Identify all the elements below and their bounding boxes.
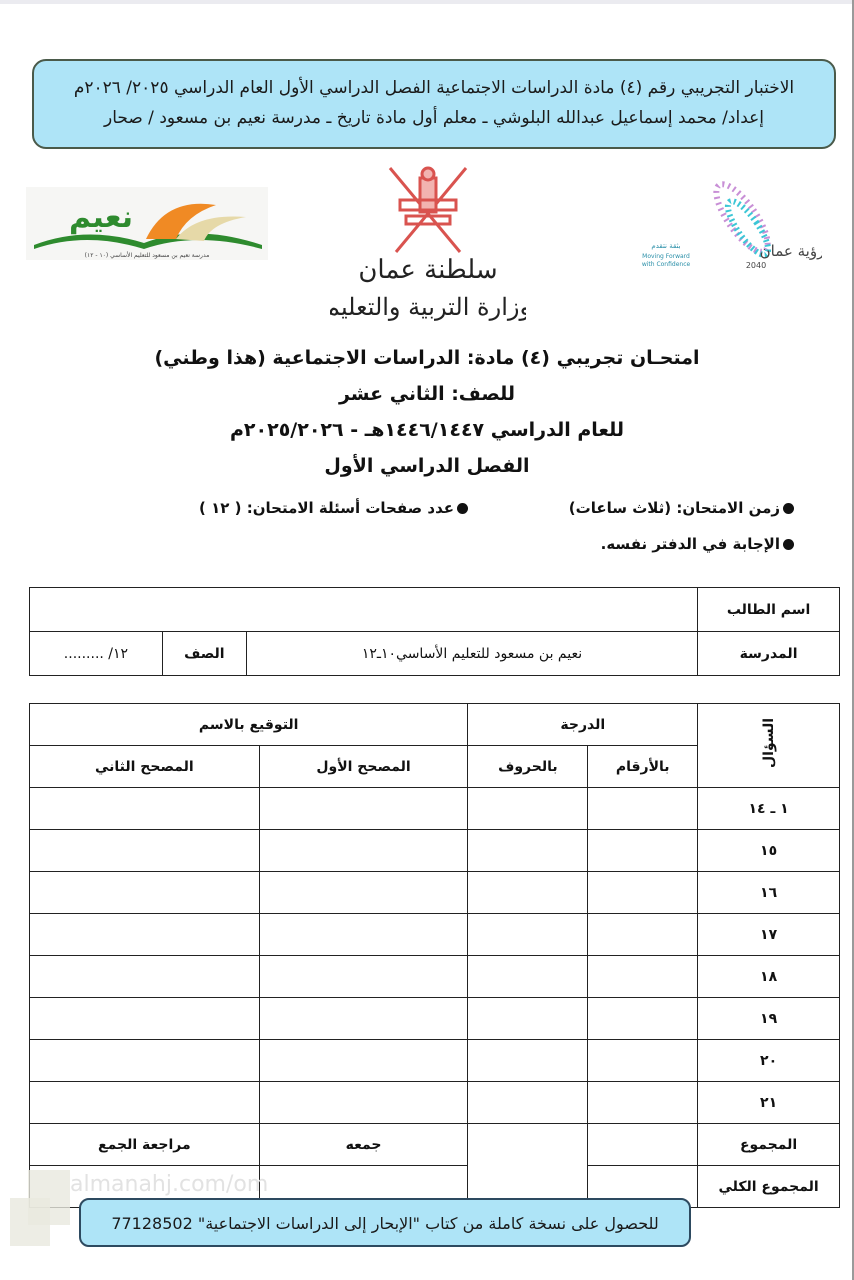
table-row xyxy=(30,914,840,956)
first-corrector-cell[interactable] xyxy=(259,872,468,914)
grade-letters-header: بالحروف xyxy=(468,746,588,788)
svg-text:مدرسة نعيم بن مسعود للتعليم ال: مدرسة نعيم بن مسعود للتعليم الأساسي (١٠ - ١٢) xyxy=(84,252,210,259)
sum-review-label: مراجعة الجمع xyxy=(30,1124,260,1166)
question-number: ٢٠ xyxy=(698,1040,840,1082)
naeem-school-logo xyxy=(26,187,268,260)
first-corrector-header: المصحح الأول xyxy=(259,746,468,788)
second-corrector-cell[interactable] xyxy=(30,1040,260,1082)
grade-digits-cell[interactable] xyxy=(588,830,698,872)
total-row xyxy=(30,1124,840,1166)
grade-header: الدرجة xyxy=(468,704,698,746)
grade-digits-header: بالأرقام xyxy=(588,746,698,788)
total-letters-cell[interactable] xyxy=(468,1124,588,1208)
school-value: نعيم بن مسعود للتعليم الأساسي١٠ـ١٢ xyxy=(246,632,697,676)
ministry-emblem-logo xyxy=(330,160,526,338)
second-corrector-header: المصحح الثاني xyxy=(30,746,260,788)
svg-text:2040: 2040 xyxy=(745,261,767,270)
grade-digits-cell[interactable] xyxy=(588,788,698,830)
table-row xyxy=(30,1082,840,1124)
grade-letters-cell[interactable] xyxy=(468,830,588,872)
exam-title: امتحـان تجريبي (٤) مادة: الدراسات الاجتماعية (هذا وطني) xyxy=(154,347,700,369)
bullet-icon xyxy=(783,503,794,514)
grade-digits-cell[interactable] xyxy=(588,914,698,956)
signature-header: التوقيع بالاسم xyxy=(30,704,468,746)
svg-text:Moving Forward: Moving Forward xyxy=(642,253,690,260)
grades-table xyxy=(29,703,840,1208)
question-number: ١٨ xyxy=(698,956,840,998)
grand-total-label: المجموع الكلي xyxy=(698,1166,840,1208)
exam-year: للعام الدراسي ١٤٤٦/١٤٤٧هـ - ٢٠٢٥/٢٠٢٦م xyxy=(229,419,625,441)
top-band xyxy=(0,0,854,4)
oman-vision-2040-logo xyxy=(632,172,822,272)
class-label: الصف xyxy=(162,632,246,676)
grade-letters-cell[interactable] xyxy=(468,1040,588,1082)
second-corrector-cell[interactable] xyxy=(30,956,260,998)
grade-digits-cell[interactable] xyxy=(588,1040,698,1082)
grade-digits-cell[interactable] xyxy=(588,1082,698,1124)
footer-banner-text: للحصول على نسخة كاملة من كتاب "الإبحار إلى الدراسات الاجتماعية" 77128502 xyxy=(111,1214,659,1233)
exam-duration: زمن الامتحان: (ثلاث ساعات) xyxy=(569,499,794,517)
grade-letters-cell[interactable] xyxy=(468,788,588,830)
grade-letters-cell[interactable] xyxy=(468,872,588,914)
exam-page-count: عدد صفحات أسئلة الامتحان: ( ١٢ ) xyxy=(199,499,468,517)
question-number: ٢١ xyxy=(698,1082,840,1124)
watermark-block xyxy=(10,1198,50,1246)
svg-text:نعيم: نعيم xyxy=(69,200,133,235)
question-number: ١٦ xyxy=(698,872,840,914)
student-name-field[interactable] xyxy=(30,588,698,632)
footer-banner xyxy=(79,1198,691,1247)
grade-letters-cell[interactable] xyxy=(468,1082,588,1124)
second-corrector-cell[interactable] xyxy=(30,1082,260,1124)
header-banner-line2: إعداد/ محمد إسماعيل عبدالله البلوشي ـ معلم أول مادة تاريخ ـ مدرسة نعيم بن مسعود / صحار xyxy=(103,108,764,128)
bullet-icon xyxy=(783,539,794,550)
question-number: ١٩ xyxy=(698,998,840,1040)
first-corrector-cell[interactable] xyxy=(259,1040,468,1082)
second-corrector-cell[interactable] xyxy=(30,872,260,914)
header-banner xyxy=(32,59,836,149)
table-row xyxy=(30,788,840,830)
table-row xyxy=(30,830,840,872)
first-corrector-cell[interactable] xyxy=(259,956,468,998)
svg-text:بثقة نتقدم: بثقة نتقدم xyxy=(651,242,681,250)
first-corrector-cell[interactable] xyxy=(259,1082,468,1124)
table-row xyxy=(30,872,840,914)
svg-text:رؤية عمان: رؤية عمان xyxy=(759,242,822,260)
second-corrector-cell[interactable] xyxy=(30,830,260,872)
student-info-table xyxy=(29,587,840,676)
table-row xyxy=(30,1040,840,1082)
class-field[interactable]: ١٢/ ......... xyxy=(30,632,163,676)
second-corrector-cell[interactable] xyxy=(30,788,260,830)
second-corrector-cell[interactable] xyxy=(30,914,260,956)
grade-letters-cell[interactable] xyxy=(468,956,588,998)
exam-grade: للصف: الثاني عشر xyxy=(338,383,516,405)
summed-by-label: جمعه xyxy=(259,1124,468,1166)
total-label: المجموع xyxy=(698,1124,840,1166)
table-row xyxy=(30,956,840,998)
svg-text:سلطنة عمان: سلطنة عمان xyxy=(358,255,498,285)
question-number: ١٧ xyxy=(698,914,840,956)
answer-note: الإجابة في الدفتر نفسه. xyxy=(601,535,794,553)
second-corrector-cell[interactable] xyxy=(30,998,260,1040)
svg-text:وزارة التربية والتعليم: وزارة التربية والتعليم xyxy=(330,293,526,321)
question-number: ١ ـ ١٤ xyxy=(698,788,840,830)
first-corrector-cell[interactable] xyxy=(259,830,468,872)
grade-digits-cell[interactable] xyxy=(588,956,698,998)
student-name-row xyxy=(30,588,840,632)
bullet-icon xyxy=(457,503,468,514)
grade-digits-cell[interactable] xyxy=(588,998,698,1040)
question-number: ١٥ xyxy=(698,830,840,872)
student-name-label: اسم الطالب xyxy=(698,588,840,632)
grade-letters-cell[interactable] xyxy=(468,914,588,956)
grade-digits-cell[interactable] xyxy=(588,872,698,914)
exam-title-block xyxy=(80,340,774,484)
watermark-text: almanahj.com/om xyxy=(70,1172,269,1197)
grades-header-row-1 xyxy=(30,704,840,746)
grade-letters-cell[interactable] xyxy=(468,998,588,1040)
first-corrector-cell[interactable] xyxy=(259,788,468,830)
first-corrector-cell[interactable] xyxy=(259,998,468,1040)
first-corrector-cell[interactable] xyxy=(259,914,468,956)
table-row xyxy=(30,998,840,1040)
exam-semester: الفصل الدراسي الأول xyxy=(324,455,530,477)
school-row xyxy=(30,632,840,676)
header-banner-line1: الاختبار التجريبي رقم (٤) مادة الدراسات الاجتماعية الفصل الدراسي الأول العام الدراسي ٢٠٢٥/ ٢٠٢٦م xyxy=(73,78,795,98)
svg-text:with Confidence: with Confidence xyxy=(641,261,691,268)
total-digits-cell[interactable] xyxy=(588,1124,698,1166)
school-label: المدرسة xyxy=(698,632,840,676)
question-header: السؤال xyxy=(698,704,840,788)
khanjar-emblem-icon xyxy=(390,168,466,252)
